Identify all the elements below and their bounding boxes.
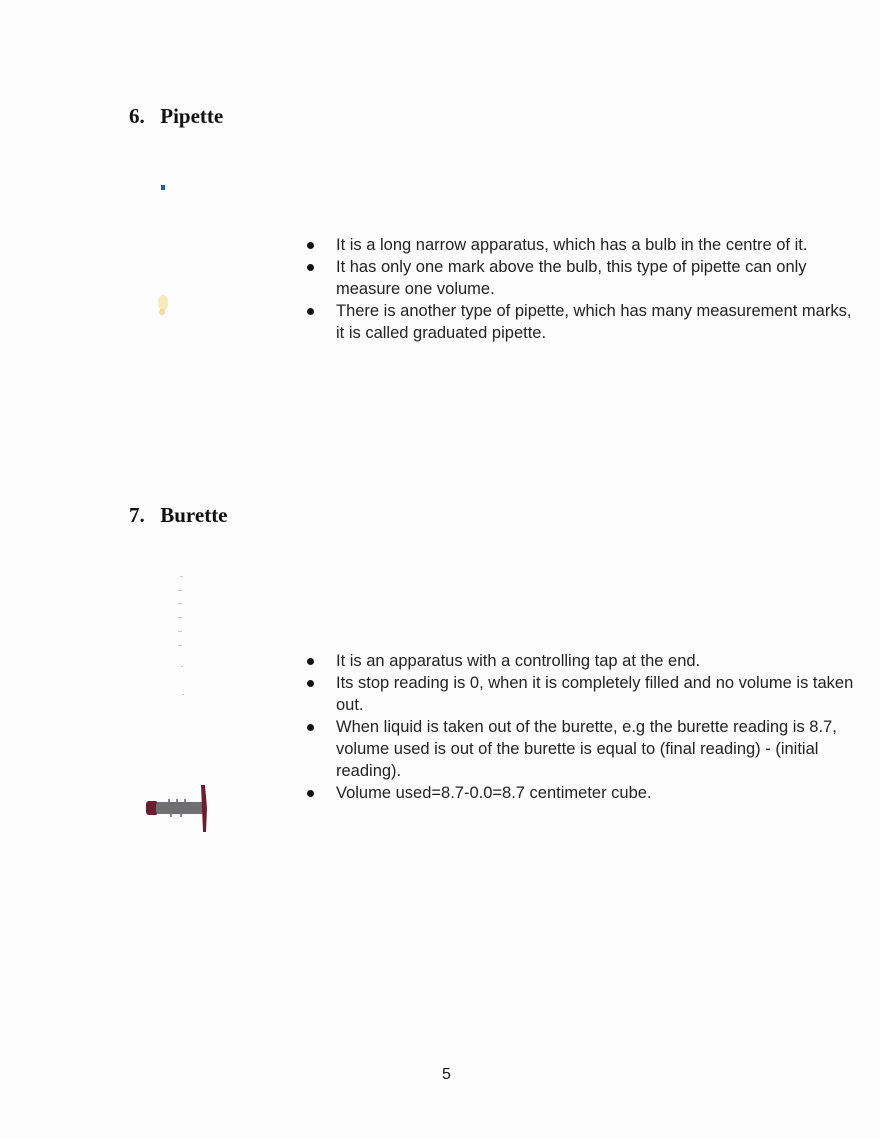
bullet-icon: [307, 680, 314, 687]
section-heading-burette: [129, 503, 228, 528]
section-title: Pipette: [160, 104, 224, 128]
list-item: It is a long narrow apparatus, which has a bulb in the centre of it.: [300, 234, 860, 256]
section-title: Burette: [160, 503, 228, 527]
list-item: When liquid is taken out of the burette, e.g the burette reading is 8.7, volume used is out of the burette is equal to (final reading) - (initial reading).: [300, 716, 860, 782]
list-item: It is an apparatus with a controlling tap at the end.: [300, 650, 860, 672]
list-item: Its stop reading is 0, when it is completely filled and no volume is taken out.: [300, 672, 860, 716]
bullet-icon: [307, 264, 314, 271]
list-item: Volume used=8.7-0.0=8.7 centimeter cube.: [300, 782, 860, 804]
page-number: 5: [442, 1066, 451, 1083]
section-number: 6.: [129, 104, 145, 128]
bullet-icon: [307, 242, 314, 249]
bullet-icon: [307, 658, 314, 665]
list-item: There is another type of pipette, which has many measurement marks, it is called graduated pipette.: [300, 300, 860, 344]
pipette-image: [145, 175, 190, 325]
bullet-icon: [307, 724, 314, 731]
burette-image: [140, 570, 230, 840]
burette-illustration-icon: [140, 570, 230, 840]
section-number: 7.: [129, 503, 145, 527]
bullet-icon: [307, 790, 314, 797]
pipette-illustration-icon: [145, 175, 190, 325]
pipette-bullet-list: [300, 234, 860, 344]
section-heading-pipette: [129, 104, 223, 129]
burette-bullet-list: [300, 650, 860, 804]
bullet-icon: [307, 308, 314, 315]
list-item: It has only one mark above the bulb, this type of pipette can only measure one volume.: [300, 256, 860, 300]
